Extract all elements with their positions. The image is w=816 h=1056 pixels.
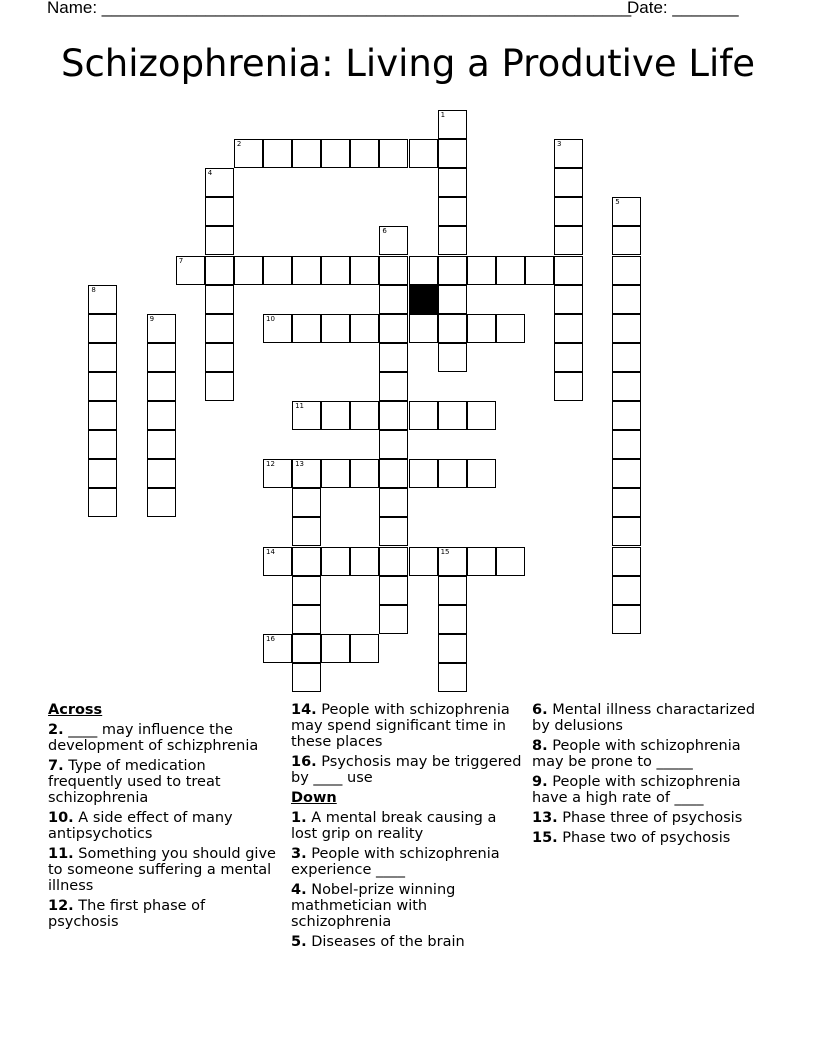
- clue-down-13: [532, 810, 768, 826]
- grid-cell: [205, 285, 234, 314]
- grid-cell: [554, 197, 583, 226]
- clue-text: ____ may influence the development of schizphrenia: [48, 722, 259, 754]
- grid-cell: [554, 372, 583, 401]
- grid-cell: [88, 459, 117, 488]
- grid-cell: [438, 459, 467, 488]
- grid-cell: [88, 285, 117, 314]
- clues-column-2: [291, 702, 523, 954]
- clue-number: 12.: [48, 898, 74, 914]
- grid-cell: [379, 459, 408, 488]
- cell-number: 14: [266, 547, 275, 556]
- grid-cell: [612, 459, 641, 488]
- grid-cell: [612, 314, 641, 343]
- clue-down-15: [532, 830, 768, 846]
- grid-cell: [554, 139, 583, 168]
- grid-cell: [612, 488, 641, 517]
- cell-number: 2: [236, 140, 242, 149]
- grid-cell: [438, 285, 467, 314]
- clue-across-12: [48, 898, 280, 930]
- clue-text: People with schizophrenia may be prone to _____: [532, 738, 741, 770]
- clue-number: 10.: [48, 810, 74, 826]
- clues-column-1: [48, 702, 280, 934]
- grid-cell: [612, 256, 641, 285]
- grid-cell: [321, 401, 350, 430]
- page-title: Schizophrenia: Living a Produtive Life: [60, 42, 756, 85]
- grid-cell: [263, 139, 292, 168]
- clue-down-5: [291, 934, 523, 950]
- clue-across-2: [48, 722, 280, 754]
- grid-cell: [321, 256, 350, 285]
- grid-cell: [205, 168, 234, 197]
- grid-cell: [438, 343, 467, 372]
- grid-cell: [234, 139, 263, 168]
- grid-cell: [554, 226, 583, 255]
- grid-cell: [88, 314, 117, 343]
- grid-cell: [612, 197, 641, 226]
- cell-number: 11: [295, 402, 305, 410]
- grid-cell: [292, 576, 321, 605]
- grid-cell: [205, 343, 234, 372]
- grid-cell: [467, 256, 496, 285]
- cell-number: 9: [149, 314, 155, 323]
- grid-cell: [379, 343, 408, 372]
- grid-cell: [409, 547, 438, 576]
- grid-cell: [438, 197, 467, 226]
- grid-cell: [350, 314, 379, 343]
- grid-cell: [496, 314, 525, 343]
- down-heading: Down: [291, 790, 337, 806]
- grid-cell: [263, 634, 292, 663]
- cell-number: 15: [440, 547, 450, 556]
- grid-cell: [496, 256, 525, 285]
- grid-cell: [350, 256, 379, 285]
- clue-down-1: [291, 810, 523, 842]
- grid-cell: [379, 372, 408, 401]
- grid-cell: [292, 634, 321, 663]
- grid-cell: [612, 430, 641, 459]
- cell-number: 7: [178, 256, 184, 265]
- grid-cell: [438, 663, 467, 692]
- clue-text: Psychosis may be triggered by ____ use: [291, 754, 522, 786]
- cell-number: 13: [295, 460, 305, 469]
- clue-text: Phase three of psychosis: [557, 810, 743, 826]
- grid-cell: [379, 576, 408, 605]
- clue-text: People with schizophrenia experience ____: [291, 846, 500, 878]
- grid-cell: [292, 663, 321, 692]
- grid-cell: [350, 547, 379, 576]
- grid-cell: [525, 256, 554, 285]
- grid-cell: [379, 488, 408, 517]
- grid-cell: [205, 372, 234, 401]
- grid-cell: [554, 343, 583, 372]
- grid-cell: [438, 401, 467, 430]
- clue-number: 6.: [532, 702, 548, 718]
- grid-cell: [554, 314, 583, 343]
- grid-cell: [438, 168, 467, 197]
- grid-cell: [612, 343, 641, 372]
- grid-cell: [147, 314, 176, 343]
- clue-number: 4.: [291, 882, 307, 898]
- grid-cell: [321, 634, 350, 663]
- cell-number: 12: [266, 460, 275, 469]
- grid-cell: [612, 401, 641, 430]
- grid-cell: [292, 139, 321, 168]
- grid-cell: [379, 547, 408, 576]
- clue-across-11: [48, 846, 280, 894]
- clue-number: 9.: [532, 774, 548, 790]
- grid-cell: [350, 139, 379, 168]
- clue-number: 14.: [291, 702, 317, 718]
- grid-cell: [88, 372, 117, 401]
- clue-text: Diseases of the brain: [306, 934, 465, 950]
- grid-cell: [438, 576, 467, 605]
- cell-number: 4: [207, 169, 213, 178]
- grid-cell: [205, 197, 234, 226]
- grid-cell: [263, 256, 292, 285]
- grid-cell: [438, 314, 467, 343]
- grid-cell: [438, 547, 467, 576]
- clue-down-4: [291, 882, 523, 930]
- grid-cell: [147, 372, 176, 401]
- clue-text: The first phase of psychosis: [48, 898, 206, 930]
- clue-text: People with schizophrenia may spend significant time in these places: [291, 702, 510, 750]
- grid-cell: [379, 401, 408, 430]
- clue-down-3: [291, 846, 523, 878]
- grid-cell: [554, 256, 583, 285]
- grid-cell: [321, 547, 350, 576]
- grid-cell: [379, 314, 408, 343]
- cell-number: 16: [266, 634, 275, 643]
- grid-cell: [554, 168, 583, 197]
- grid-cell: [147, 459, 176, 488]
- grid-cell: [88, 430, 117, 459]
- grid-cell: [612, 547, 641, 576]
- clue-down-8: [532, 738, 768, 770]
- clue-across-16: [291, 754, 523, 786]
- grid-cell: [176, 256, 205, 285]
- clue-number: 3.: [291, 846, 307, 862]
- grid-cell: [438, 634, 467, 663]
- grid-cell: [292, 256, 321, 285]
- clue-number: 15.: [532, 830, 558, 846]
- grid-cell: [205, 256, 234, 285]
- grid-cell: [263, 459, 292, 488]
- clue-number: 13.: [532, 810, 558, 826]
- clue-across-7: [48, 758, 280, 806]
- date-field-label: Date: _______: [627, 0, 739, 17]
- clue-number: 11.: [48, 846, 74, 862]
- grid-cell: [350, 459, 379, 488]
- grid-cell: [438, 256, 467, 285]
- grid-cell: [147, 343, 176, 372]
- grid-cell: [409, 314, 438, 343]
- grid-cell: [292, 605, 321, 634]
- grid-cell: [88, 343, 117, 372]
- grid-cell: [467, 401, 496, 430]
- grid-cell: [350, 401, 379, 430]
- grid-cell: [379, 605, 408, 634]
- grid-cell: [379, 226, 408, 255]
- grid-cell: [467, 314, 496, 343]
- grid-cell: [263, 314, 292, 343]
- clue-text: A mental break causing a lost grip on reality: [291, 810, 497, 842]
- cell-number: 3: [557, 140, 562, 149]
- grid-cell: [321, 139, 350, 168]
- grid-cell: [612, 226, 641, 255]
- clue-number: 16.: [291, 754, 317, 770]
- grid-cell: [409, 256, 438, 285]
- cell-number: 5: [615, 198, 620, 207]
- clue-text: Mental illness charactarized by delusions: [532, 702, 756, 734]
- black-cell: [409, 285, 438, 314]
- grid-cell: [350, 634, 379, 663]
- cell-number: 10: [266, 314, 275, 323]
- grid-cell: [379, 256, 408, 285]
- grid-cell: [147, 488, 176, 517]
- grid-cell: [234, 256, 263, 285]
- grid-cell: [88, 401, 117, 430]
- clues-column-3: [532, 702, 768, 850]
- grid-cell: [292, 459, 321, 488]
- clue-across-10: [48, 810, 280, 842]
- grid-cell: [321, 314, 350, 343]
- clue-number: 8.: [532, 738, 548, 754]
- grid-cell: [379, 430, 408, 459]
- grid-cell: [292, 517, 321, 546]
- grid-cell: [612, 372, 641, 401]
- grid-cell: [612, 605, 641, 634]
- grid-cell: [467, 547, 496, 576]
- clue-text: Type of medication frequently used to treat schizophrenia: [48, 758, 221, 806]
- grid-cell: [496, 547, 525, 576]
- grid-cell: [438, 226, 467, 255]
- grid-cell: [292, 314, 321, 343]
- clue-text: A side effect of many antipsychotics: [48, 810, 233, 842]
- cell-number: 1: [440, 111, 446, 119]
- grid-cell: [147, 401, 176, 430]
- cell-number: 6: [382, 227, 387, 236]
- grid-cell: [612, 576, 641, 605]
- clue-across-14: [291, 702, 523, 750]
- grid-cell: [379, 517, 408, 546]
- clue-text: Something you should give to someone suffering a mental illness: [48, 846, 276, 894]
- grid-cell: [263, 547, 292, 576]
- grid-cell: [612, 285, 641, 314]
- grid-cell: [292, 488, 321, 517]
- name-field-label: Name: ________________________________________________________: [47, 0, 632, 17]
- grid-cell: [379, 285, 408, 314]
- grid-cell: [292, 401, 321, 430]
- clue-number: 7.: [48, 758, 64, 774]
- grid-cell: [147, 430, 176, 459]
- grid-cell: [409, 459, 438, 488]
- clue-text: Nobel-prize winning mathmetician with schizophrenia: [291, 882, 456, 930]
- clue-text: Phase two of psychosis: [557, 830, 731, 846]
- clue-number: 1.: [291, 810, 307, 826]
- grid-cell: [409, 401, 438, 430]
- across-heading: Across: [48, 702, 103, 718]
- grid-cell: [379, 139, 408, 168]
- grid-cell: [438, 605, 467, 634]
- clue-down-6: [532, 702, 768, 734]
- grid-cell: [438, 110, 467, 139]
- grid-cell: [612, 517, 641, 546]
- clue-text: People with schizophrenia have a high rate of ____: [532, 774, 741, 806]
- grid-cell: [409, 139, 438, 168]
- grid-cell: [205, 226, 234, 255]
- cell-number: 8: [91, 285, 96, 294]
- grid-cell: [554, 285, 583, 314]
- grid-cell: [88, 488, 117, 517]
- grid-cell: [292, 547, 321, 576]
- clue-number: 5.: [291, 934, 307, 950]
- grid-cell: [438, 139, 467, 168]
- clue-down-9: [532, 774, 768, 806]
- grid-cell: [321, 459, 350, 488]
- grid-cell: [467, 459, 496, 488]
- grid-cell: [205, 314, 234, 343]
- clue-number: 2.: [48, 722, 64, 738]
